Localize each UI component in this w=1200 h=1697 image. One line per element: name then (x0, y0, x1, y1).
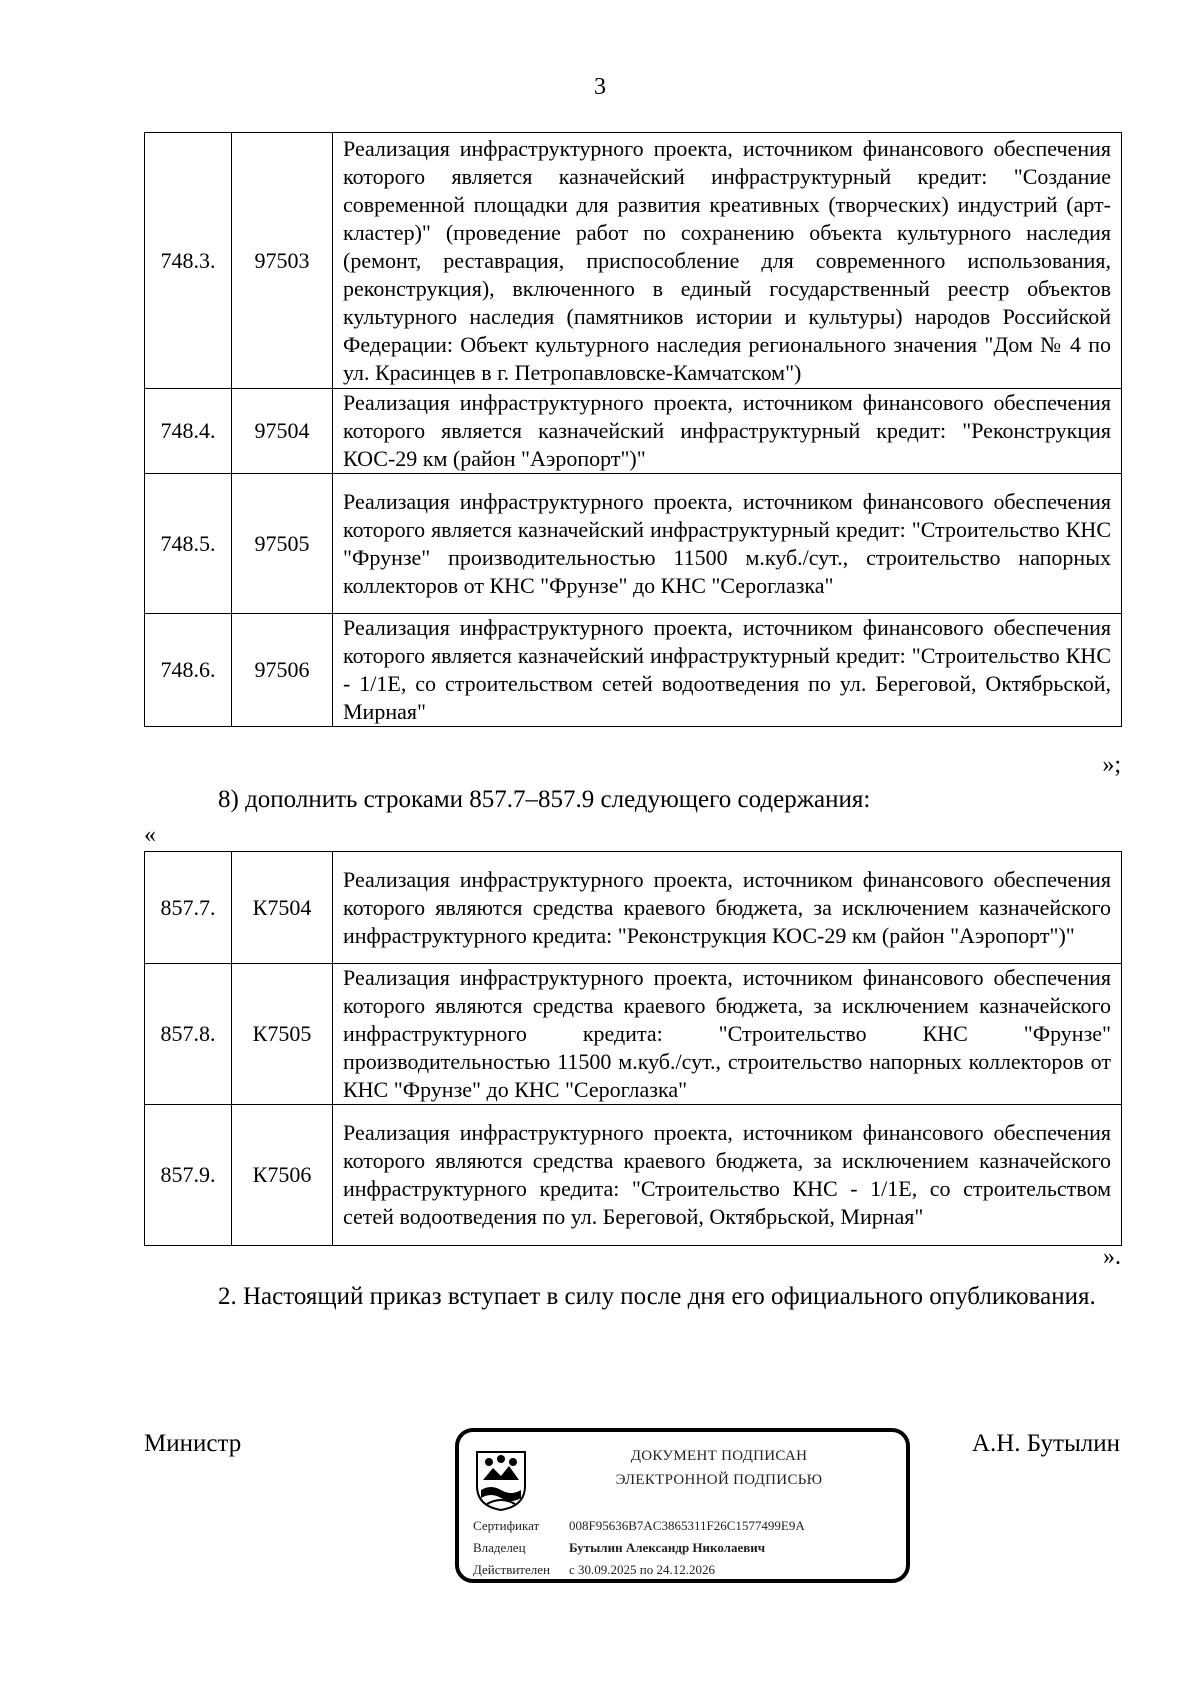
stamp-certificate-label: Сертификат (473, 1518, 540, 1533)
stamp-header-line2: ЭЛЕКТРОННОЙ ПОДПИСЬЮ (615, 1472, 823, 1488)
kamchatka-emblem-icon (473, 1446, 529, 1512)
stamp-certificate-row (473, 1518, 805, 1534)
stamp-header-line1: ДОКУМЕНТ ПОДПИСАН (630, 1448, 808, 1464)
row-number: 748.3. (145, 133, 232, 389)
stamp-header (549, 1444, 889, 1492)
signatory-title: Министр (144, 1430, 242, 1457)
stamp-validity-label: Действителен (473, 1562, 550, 1577)
stamp-owner-value: Бутылин Александр Николаевич (569, 1540, 766, 1555)
closing-quote: »; (1102, 752, 1121, 778)
row-code: К7505 (232, 964, 333, 1105)
table-row (145, 1105, 1122, 1246)
electronic-signature-stamp (455, 1428, 910, 1583)
row-number: 857.8. (145, 964, 232, 1105)
effective-date-paragraph: 2. Настоящий приказ вступает в силу после дня его официального опубликования. (218, 1283, 1096, 1310)
signatory-name: А.Н. Бутылин (971, 1430, 1120, 1457)
row-description: Реализация инфраструктурного проекта, источником финансового обеспечения которого является казначейский инфраструктурный кредит: "Реконструкция КОС-29 км (район "Аэропорт")" (333, 389, 1122, 474)
table-row (145, 964, 1122, 1105)
stamp-certificate-value: 008F95636B7AC3865311F26C1577499E9A (569, 1518, 805, 1533)
row-description: Реализация инфраструктурного проекта, источником финансового обеспечения которого являются средства краевого бюджета, за исключением казначейского инфраструктурного кредита: "Строительство КНС "Фрунзе" производительностью 11500 м.куб./сут., строительство напорных коллекторов от КНС "Фрунзе" до КНС "Сероглазка" (333, 964, 1122, 1105)
row-number: 748.4. (145, 389, 232, 474)
stamp-validity-row (473, 1562, 715, 1578)
closing-quote: ». (1103, 1244, 1121, 1270)
row-description: Реализация инфраструктурного проекта, источником финансового обеспечения которого является казначейский инфраструктурный кредит: "Строительство КНС - 1/1Е, со строительством сетей водоотведения по ул. Береговой, Октябрьской, Мирная" (333, 614, 1122, 727)
row-code: 97503 (232, 133, 333, 389)
amendment-item-8: 8) дополнить строками 857.7–857.9 следующего содержания: (218, 786, 871, 813)
table-row (145, 474, 1122, 614)
row-code: К7506 (232, 1105, 333, 1246)
row-number: 748.6. (145, 614, 232, 727)
budget-codes-table-748 (144, 132, 1122, 727)
table-row (145, 852, 1122, 964)
row-code: К7504 (232, 852, 333, 964)
table-row (145, 389, 1122, 474)
row-description: Реализация инфраструктурного проекта, источником финансового обеспечения которого являются средства краевого бюджета, за исключением казначейского инфраструктурного кредита: "Реконструкция КОС-29 км (район "Аэропорт")" (333, 852, 1122, 964)
row-code: 97505 (232, 474, 333, 614)
row-description: Реализация инфраструктурного проекта, источником финансового обеспечения которого являются средства краевого бюджета, за исключением казначейского инфраструктурного кредита: "Строительство КНС - 1/1Е, со строительством сетей водоотведения по ул. Береговой, Октябрьской, Мирная" (333, 1105, 1122, 1246)
opening-quote: « (144, 822, 156, 848)
page-number: 3 (594, 74, 606, 100)
row-description: Реализация инфраструктурного проекта, источником финансового обеспечения которого является казначейский инфраструктурный кредит: "Строительство КНС "Фрунзе" производительностью 11500 м.куб./сут., строительство напорных коллекторов от КНС "Фрунзе" до КНС "Сероглазка" (333, 474, 1122, 614)
row-description: Реализация инфраструктурного проекта, источником финансового обеспечения которого является казначейский инфраструктурный кредит: "Создание современной площадки для развития креативных (творческих) индустрий (арт-кластер)" (проведение работ по сохранению объекта культурного наследия (ремонт, реставрация, приспособление для современного использования, реконструкция), включенного в единый государственный реестр объектов культурного наследия (памятников истории и культуры) народов Российской Федерации: Объект культурного наследия регионального значения "Дом № 4 по ул. Красинцев в г. Петропавловске-Камчатском") (333, 133, 1122, 389)
row-number: 857.7. (145, 852, 232, 964)
stamp-validity-value: с 30.09.2025 по 24.12.2026 (569, 1562, 715, 1577)
table-row (145, 133, 1122, 389)
table-row (145, 614, 1122, 727)
row-code: 97506 (232, 614, 333, 727)
stamp-owner-row (473, 1540, 765, 1556)
budget-codes-table-857 (144, 851, 1122, 1246)
row-number: 748.5. (145, 474, 232, 614)
stamp-owner-label: Владелец (473, 1540, 526, 1555)
row-code: 97504 (232, 389, 333, 474)
row-number: 857.9. (145, 1105, 232, 1246)
